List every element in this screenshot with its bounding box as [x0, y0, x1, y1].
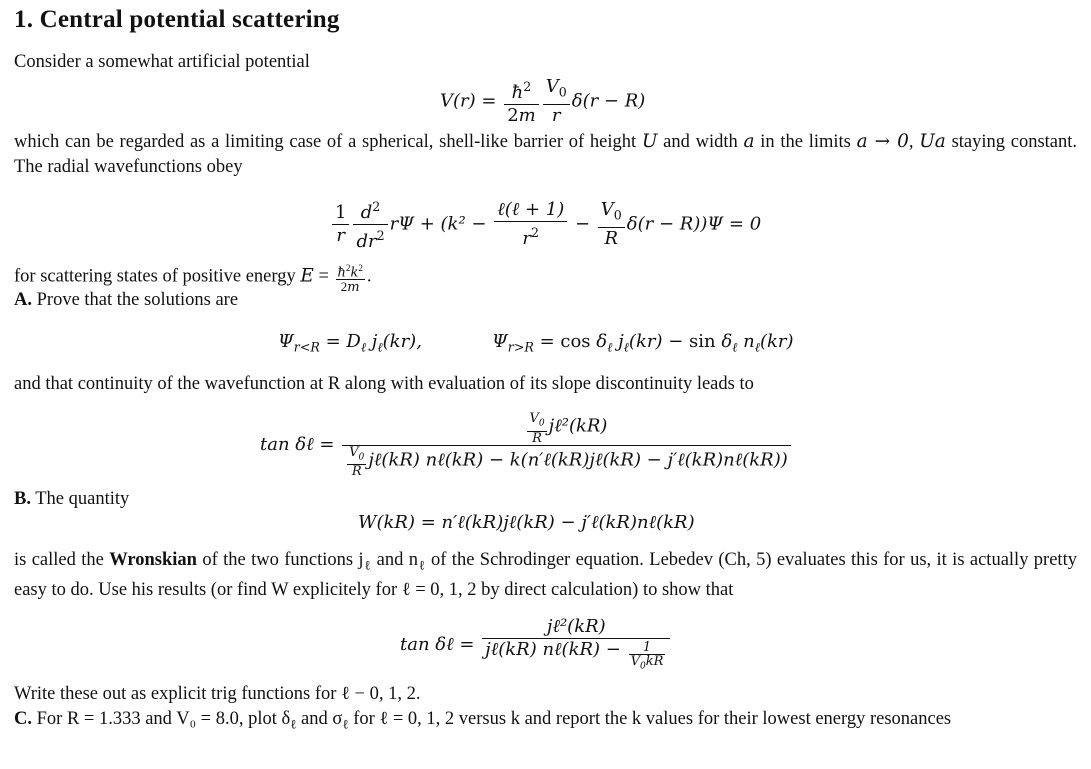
- radial-equation: $\frac{1}{r}$ $\frac{d^2}{dr^2}$ rΨ + (k² − $\frac{\text{ℓ(ℓ + 1)}}{r^2}$ − $\frac{V_0}{R}$ δ(r − R))Ψ = 0: [330, 196, 761, 253]
- part-c-text: C. For R = 1.333 and V₀ = 8.0, plot $\delta_\ell$ and $\sigma_\ell$ for ℓ = 0, 1, 2 versus k and report the k values for their lowest energy resonances: [14, 709, 952, 732]
- explicit-text: Write these out as explicit trig functions for ℓ − 0, 1, 2.: [14, 684, 421, 704]
- tan-delta-simplified: tan δℓ = jℓ²(kR) jℓ(kR) nℓ(kR) − $\frac{1}{V_0kR}$: [400, 616, 672, 674]
- wronskian-equation: W(kR) = n′ℓ(kR)jℓ(kR) − j′ℓ(kR)nℓ(kR): [358, 512, 695, 533]
- section-title: 1. Central potential scattering: [14, 6, 340, 33]
- part-a-text: A. Prove that the solutions are: [14, 290, 239, 310]
- part-b-text: B. The quantity: [14, 489, 130, 509]
- intro-text: Consider a somewhat artificial potential: [14, 52, 310, 72]
- tan-delta-equation: tan δℓ = $\frac{V_0}{R}$ jℓ²(kR) $\frac{V_0}{R}$ jℓ(kR) nℓ(kR) − k(n′ℓ(kR)jℓ(kR) − j′ℓ(kR)nℓ(kR)): [260, 412, 793, 478]
- continuity-text: and that continuity of the wavefunction at R along with evaluation of its slope discontinuity leads to: [14, 374, 754, 394]
- wronskian-paragraph: is called the Wronskian of the two functions $j_\ell$ and $n_\ell$ of the Schrodinger equation. Lebedev (Ch, 5) evaluates this for us, it is actually pretty easy to do. Use his results (or find W explicitely for ℓ = 0, 1, 2 by direct calculation) to show that: [14, 550, 1077, 600]
- energy-text: for scattering states of positive energy E = $\frac{ħ^2k^2}{2m}$ .: [14, 263, 372, 296]
- limit-paragraph: which can be regarded as a limiting case of a spherical, shell-like barrier of height U and width a in the limits a → 0, Ua staying constant. The radial wavefunctions obey: [14, 131, 1078, 177]
- solution-outer: $\Psi_{r>R} = \cos \delta_\ell$ $j_\ell(kr) - \sin \delta_\ell$ $n_\ell(kr)$: [492, 331, 794, 355]
- potential-equation: V(r) = $\frac{ħ^2}{2m}$ $\frac{V_0}{r}$ δ(r − R): [440, 76, 646, 126]
- solution-inner: $\Psi_{r<R} = D_\ell$ $j_\ell(kr)$,: [278, 331, 422, 355]
